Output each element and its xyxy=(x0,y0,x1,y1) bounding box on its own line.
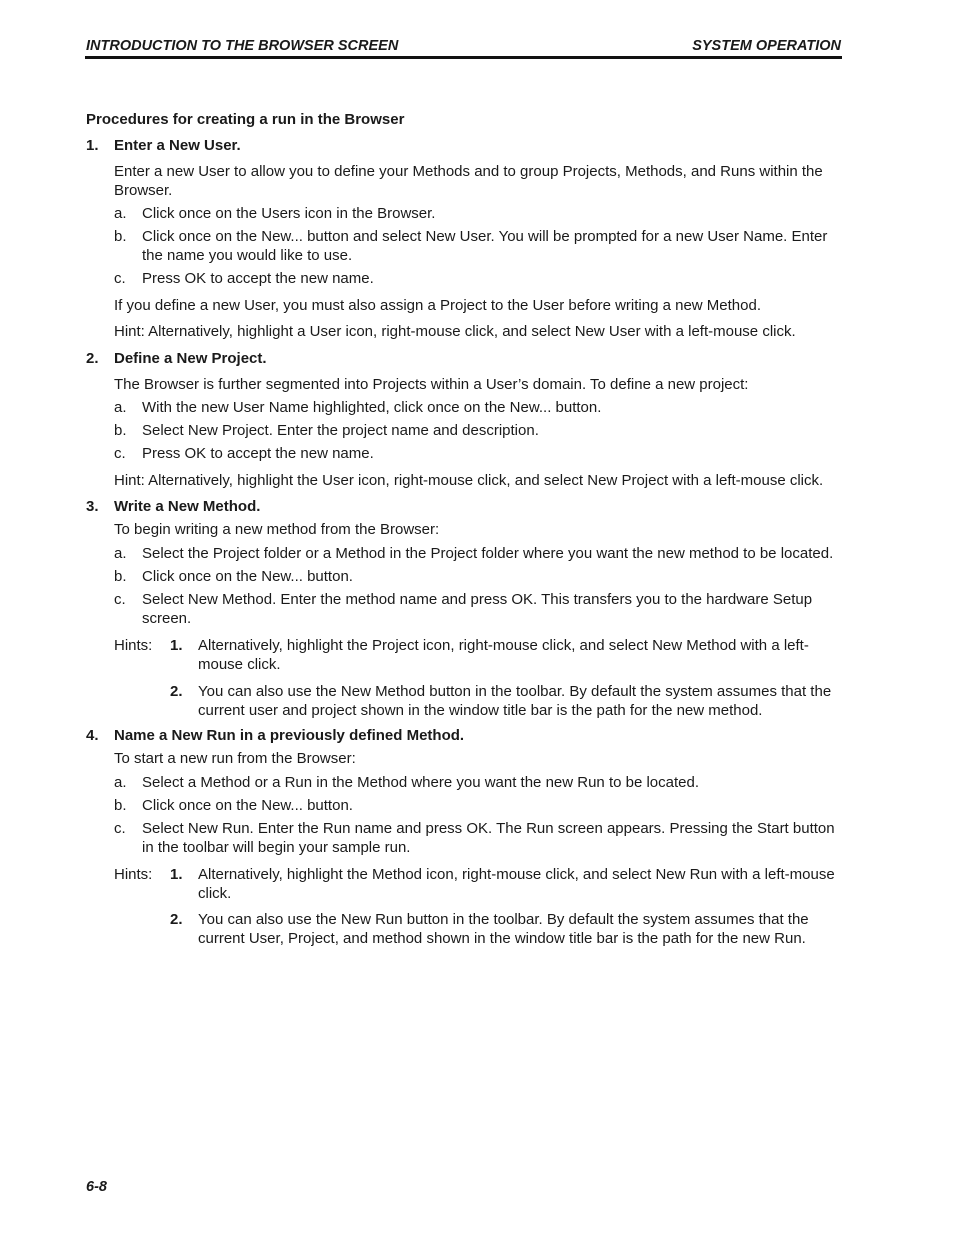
item-text: Click once on the New... button. xyxy=(142,797,353,814)
hint-text: You can also use the New Method button in the toolbar. By default the system assumes that the current user and project shown in the window title bar is the path for the new method. xyxy=(198,683,832,719)
item-text: Press OK to accept the new name. xyxy=(142,270,374,287)
header-section-title: SYSTEM OPERATION xyxy=(692,38,841,54)
section-title: Procedures for creating a run in the Browser xyxy=(86,111,405,128)
step-1-title: Enter a New User. xyxy=(114,137,241,154)
step-4-hint-2 xyxy=(86,910,846,948)
step-2-hint: Hint: Alternatively, highlight the User icon, right-mouse click, and select New Project with a left-mouse click. xyxy=(114,472,824,489)
item-letter: a. xyxy=(114,205,127,222)
hints-label: Hints: xyxy=(114,866,153,883)
step-1-heading xyxy=(86,136,846,155)
list-item xyxy=(86,227,846,265)
item-text: Click once on the New... button. xyxy=(142,568,353,585)
page-header xyxy=(85,36,842,59)
hint-text: Alternatively, highlight the Project icon, right-mouse click, and select New Method with a left-mouse click. xyxy=(198,637,809,673)
hint-number: 2. xyxy=(170,911,183,928)
list-item xyxy=(86,421,846,440)
step-1-hint: Hint: Alternatively, highlight a User icon, right-mouse click, and select New User with a left-mouse click. xyxy=(114,323,796,340)
step-3-hint-2 xyxy=(86,682,846,720)
list-item xyxy=(86,204,846,223)
item-text: Press OK to accept the new name. xyxy=(142,445,374,462)
header-chapter-title: INTRODUCTION TO THE BROWSER SCREEN xyxy=(86,38,399,54)
list-item xyxy=(86,590,846,628)
list-item xyxy=(86,773,846,792)
hint-number: 1. xyxy=(170,637,183,654)
step-4-hint-1 xyxy=(86,865,846,903)
item-letter: c. xyxy=(114,270,126,287)
step-3-title: Write a New Method. xyxy=(114,498,261,515)
list-item xyxy=(86,398,846,417)
step-4-number: 4. xyxy=(86,727,99,744)
step-1-number: 1. xyxy=(86,137,99,154)
page-content xyxy=(86,110,846,948)
step-2-intro: The Browser is further segmented into Projects within a User’s domain. To define a new project: xyxy=(114,376,749,393)
step-2-heading xyxy=(86,349,846,368)
item-letter: c. xyxy=(114,820,126,837)
hints-label: Hints: xyxy=(114,637,153,654)
page-number: 6-8 xyxy=(86,1179,107,1195)
item-text: Select New Project. Enter the project name and description. xyxy=(142,422,539,439)
item-letter: c. xyxy=(114,591,126,608)
item-letter: b. xyxy=(114,422,127,439)
list-item xyxy=(86,544,846,563)
list-item xyxy=(86,819,846,857)
list-item xyxy=(86,269,846,288)
item-letter: c. xyxy=(114,445,126,462)
list-item xyxy=(86,567,846,586)
step-2-title: Define a New Project. xyxy=(114,350,267,367)
item-text: Select a Method or a Run in the Method where you want the new Run to be located. xyxy=(142,774,700,791)
item-text: With the new User Name highlighted, click once on the New... button. xyxy=(142,399,602,416)
item-text: Select New Method. Enter the method name and press OK. This transfers you to the hardware Setup screen. xyxy=(142,591,813,627)
hint-text: Alternatively, highlight the Method icon, right-mouse click, and select New Run with a left-mouse click. xyxy=(198,866,835,902)
item-text: Click once on the New... button and select New User. You will be prompted for a new User Name. Enter the name you would like to use. xyxy=(142,228,828,264)
item-letter: b. xyxy=(114,228,127,245)
step-3-hint-1 xyxy=(86,636,846,674)
hint-number: 2. xyxy=(170,683,183,700)
step-2-number: 2. xyxy=(86,350,99,367)
list-item xyxy=(86,444,846,463)
item-letter: a. xyxy=(114,774,127,791)
step-1-intro: Enter a new User to allow you to define your Methods and to group Projects, Methods, and Runs within the Browser. xyxy=(114,163,823,199)
step-3-intro: To begin writing a new method from the Browser: xyxy=(114,521,440,538)
item-letter: a. xyxy=(114,545,127,562)
hint-text: You can also use the New Run button in the toolbar. By default the system assumes that the current User, Project, and method shown in the window title bar is the path for the new Run. xyxy=(198,911,809,947)
list-item xyxy=(86,796,846,815)
item-letter: b. xyxy=(114,797,127,814)
item-text: Select the Project folder or a Method in the Project folder where you want the new method to be located. xyxy=(142,545,834,562)
item-letter: b. xyxy=(114,568,127,585)
item-text: Select New Run. Enter the Run name and press OK. The Run screen appears. Pressing the Start button in the toolbar will begin your sample run. xyxy=(142,820,835,856)
item-letter: a. xyxy=(114,399,127,416)
hint-number: 1. xyxy=(170,866,183,883)
step-4-title: Name a New Run in a previously defined Method. xyxy=(114,727,465,744)
item-text: Click once on the Users icon in the Browser. xyxy=(142,205,436,222)
step-4-intro: To start a new run from the Browser: xyxy=(114,750,356,767)
step-1-note: If you define a new User, you must also assign a Project to the User before writing a new Method. xyxy=(114,297,761,314)
step-4-heading xyxy=(86,726,846,745)
step-3-heading xyxy=(86,497,846,516)
step-3-number: 3. xyxy=(86,498,99,515)
